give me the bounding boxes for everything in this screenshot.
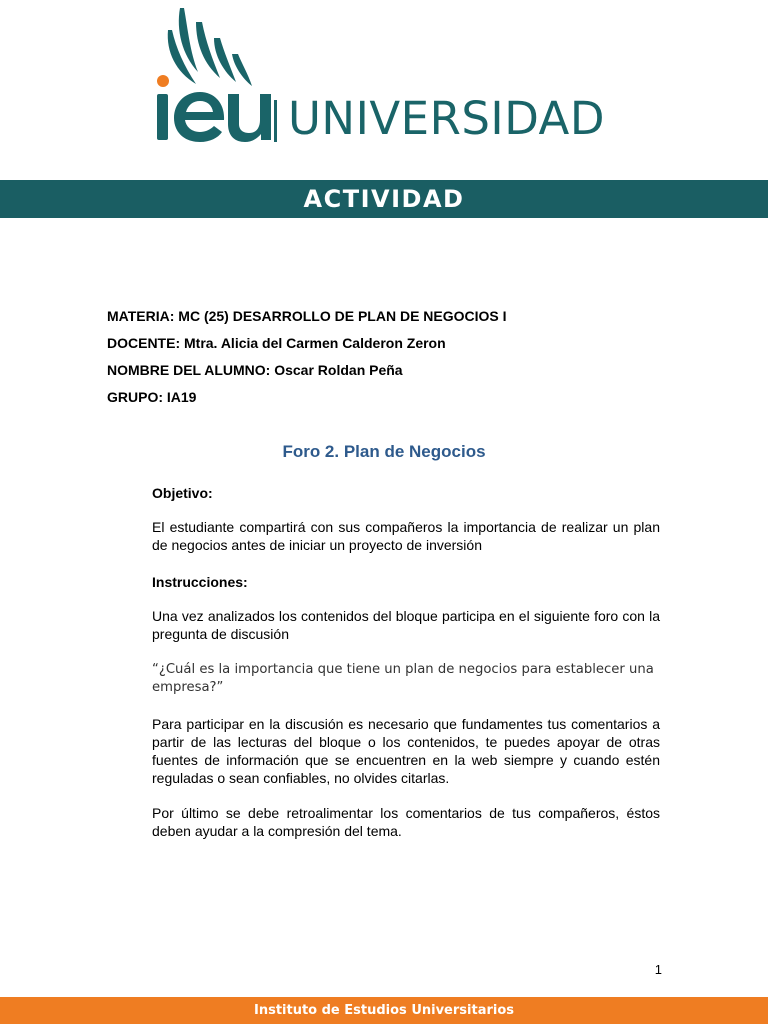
instrucciones-text: Una vez analizados los contenidos del bloque participa en el siguiente foro con la pregunta de discusión: [152, 608, 660, 642]
objetivo-heading: Objetivo:: [152, 485, 213, 501]
activity-banner: [0, 180, 768, 218]
alumno-line: NOMBRE DEL ALUMNO: Oscar Roldan Peña: [107, 362, 403, 378]
participar-text: Para participar en la discusión es necesario que fundamentes tus comentarios a partir de las lecturas del bloque o los contenidos, te puedes apoyar de otras fuentes de información que se encuentren en la web siempre y cuando estén reguladas o sean confiables, no olvides citarlas.: [152, 716, 660, 786]
instrucciones-heading: Instrucciones:: [152, 574, 248, 590]
materia-line: MATERIA: MC (25) DESARROLLO DE PLAN DE NEGOCIOS I: [107, 308, 507, 324]
grupo-line: GRUPO: IA19: [107, 389, 197, 405]
institute-footer: [0, 997, 768, 1024]
docente-line: DOCENTE: Mtra. Alicia del Carmen Calderon Zeron: [107, 335, 446, 351]
logo-wordmark: UNIVERSIDAD: [288, 92, 605, 145]
logo-divider: [274, 100, 277, 142]
page-number: 1: [654, 962, 662, 977]
objetivo-text: El estudiante compartirá con sus compañeros la importancia de realizar un plan de negocios antes de iniciar un proyecto de inversión: [152, 519, 660, 553]
forum-title: Foro 2. Plan de Negocios: [282, 442, 486, 461]
discussion-question: “¿Cuál es la importancia que tiene un plan de negocios para establecer una empresa?”: [152, 662, 654, 695]
ieu-logo: [0, 0, 768, 160]
ultimo-text: Por último se debe retroalimentar los comentarios de tus compañeros, éstos deben ayudar a la compresión del tema.: [152, 805, 660, 839]
footer-text: Instituto de Estudios Universitarios: [253, 1003, 515, 1018]
banner-title: ACTIVIDAD: [303, 185, 465, 213]
